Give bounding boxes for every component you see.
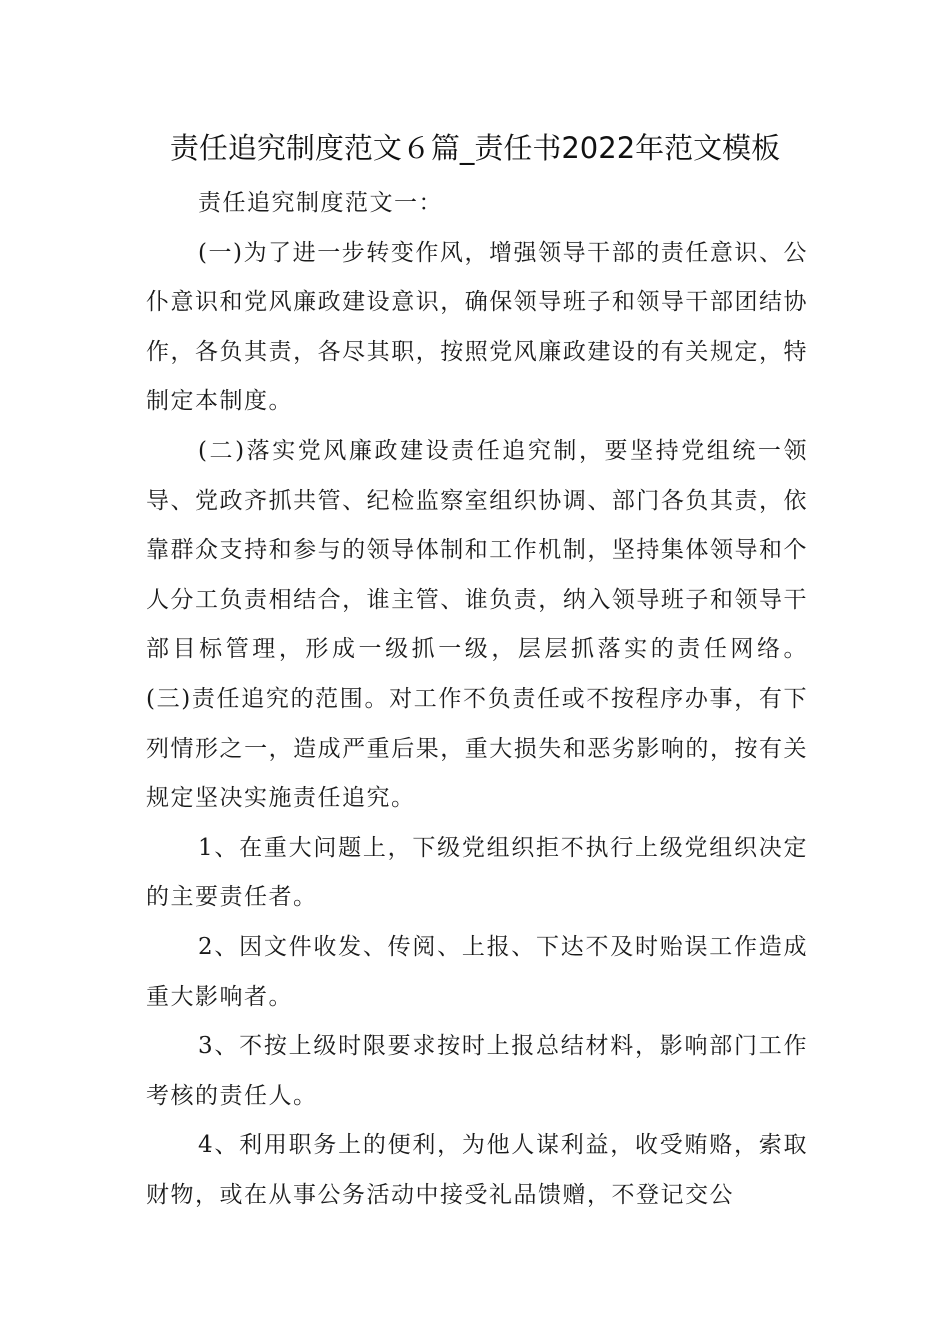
document-body <box>146 179 808 1220</box>
paragraph-item-1: 1、在重大问题上，下级党组织拒不执行上级党组织决定的主要责任者。 <box>146 834 808 911</box>
paragraph-item-2: 2、因文件收发、传阅、上报、下达不及时贻误工作造成重大影响者。 <box>146 933 808 1010</box>
document-title: 责任追究制度范文６篇_责任书2022年范文模板 <box>169 131 781 165</box>
paragraph-item-4: 4、利用职务上的便利，为他人谋利益，收受贿赂，索取财物，或在从事公务活动中接受礼品馈赠，不登记交公 <box>146 1132 808 1208</box>
paragraph-heading: 责任追究制度范文一： <box>198 190 443 216</box>
paragraph-item-3: 3、不按上级时限要求按时上报总结材料，影响部门工作考核的责任人。 <box>146 1033 808 1109</box>
paragraph-1: (一)为了进一步转变作风，增强领导干部的责任意识、公仆意识和党风廉政建设意识，确保领导班子和领导干部团结协作，各负其责，各尽其职，按照党风廉政建设的有关规定，特制定本制度。 <box>146 239 808 415</box>
paragraph-2: (二)落实党风廉政建设责任追究制，要坚持党组统一领导、党政齐抓共管、纪检监察室组织协调、部门各负其责，依靠群众支持和参与的领导体制和工作机制，坚持集体领导和个人分工负责相结合，谁主管、谁负责，纳入领导班子和领导干部目标管理，形成一级抓一级，层层抓落实的责任网络。 (三)责任追究的范围。对工作不负责任或不按程序办事，有下列情形之一，造成严重后果，重大损失和恶劣影响的，按有关规定坚决实施责任追究。 <box>146 437 808 812</box>
